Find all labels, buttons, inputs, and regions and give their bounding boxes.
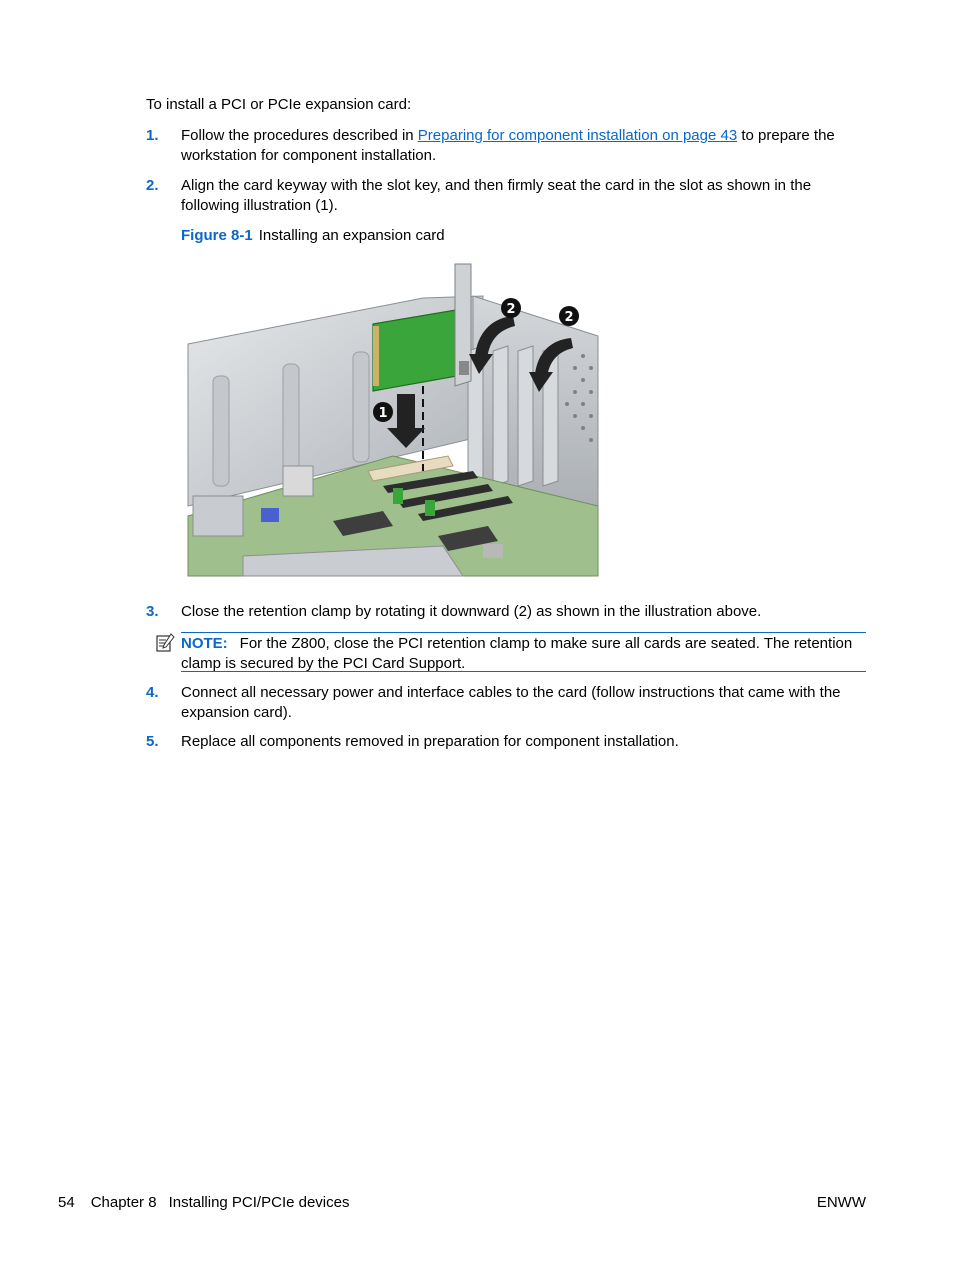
figure-label: Figure 8-1 [181, 227, 253, 244]
expansion-card-illustration [183, 256, 603, 584]
page-number: 54 [58, 1194, 75, 1211]
figure-caption [181, 226, 445, 246]
svg-text:2: 2 [564, 310, 574, 325]
step-2 [146, 176, 866, 215]
chapter-title: Installing PCI/PCIe devices [168, 1194, 350, 1211]
intro-text: To install a PCI or PCIe expansion card: [146, 96, 412, 113]
step-3 [146, 602, 866, 622]
step-5 [146, 732, 866, 752]
note-label: NOTE: [181, 635, 228, 652]
step-number: 3. [146, 603, 159, 620]
chapter-label: Chapter 8 [90, 1194, 157, 1211]
step-text: Close the retention clamp by rotating it downward (2) as shown in the illustration above. [181, 603, 762, 620]
note-box [181, 632, 866, 672]
step-text: Replace all components removed in preparation for component installation. [181, 733, 679, 750]
step-4 [146, 683, 866, 722]
svg-text:1: 1 [378, 406, 388, 421]
cross-reference-link[interactable]: Preparing for component installation on page 43 [417, 127, 738, 144]
step-number: 1. [146, 127, 159, 144]
step-text: to prepare the workstation for component installation. [181, 127, 835, 164]
note-pencil-icon [155, 633, 175, 653]
step-text: Follow the procedures described in [181, 127, 418, 144]
step-body [181, 126, 866, 165]
page-footer [58, 1193, 365, 1213]
footer-locale: ENWW [816, 1194, 866, 1211]
step-number: 2. [146, 177, 159, 194]
step-1 [146, 126, 866, 165]
svg-text:2: 2 [506, 302, 516, 317]
step-number: 5. [146, 733, 159, 750]
note-text: For the Z800, close the PCI retention clamp to make sure all cards are seated. The retention clamp is secured by the PCI Card Support. [181, 635, 853, 672]
step-text: Align the card keyway with the slot key, and then firmly seat the card in the slot as shown in the following illustration (1). [181, 177, 812, 214]
step-text: Connect all necessary power and interface cables to the card (follow instructions that came with the expansion card). [181, 684, 841, 721]
step-number: 4. [146, 684, 159, 701]
figure-caption-text: Installing an expansion card [258, 227, 445, 244]
